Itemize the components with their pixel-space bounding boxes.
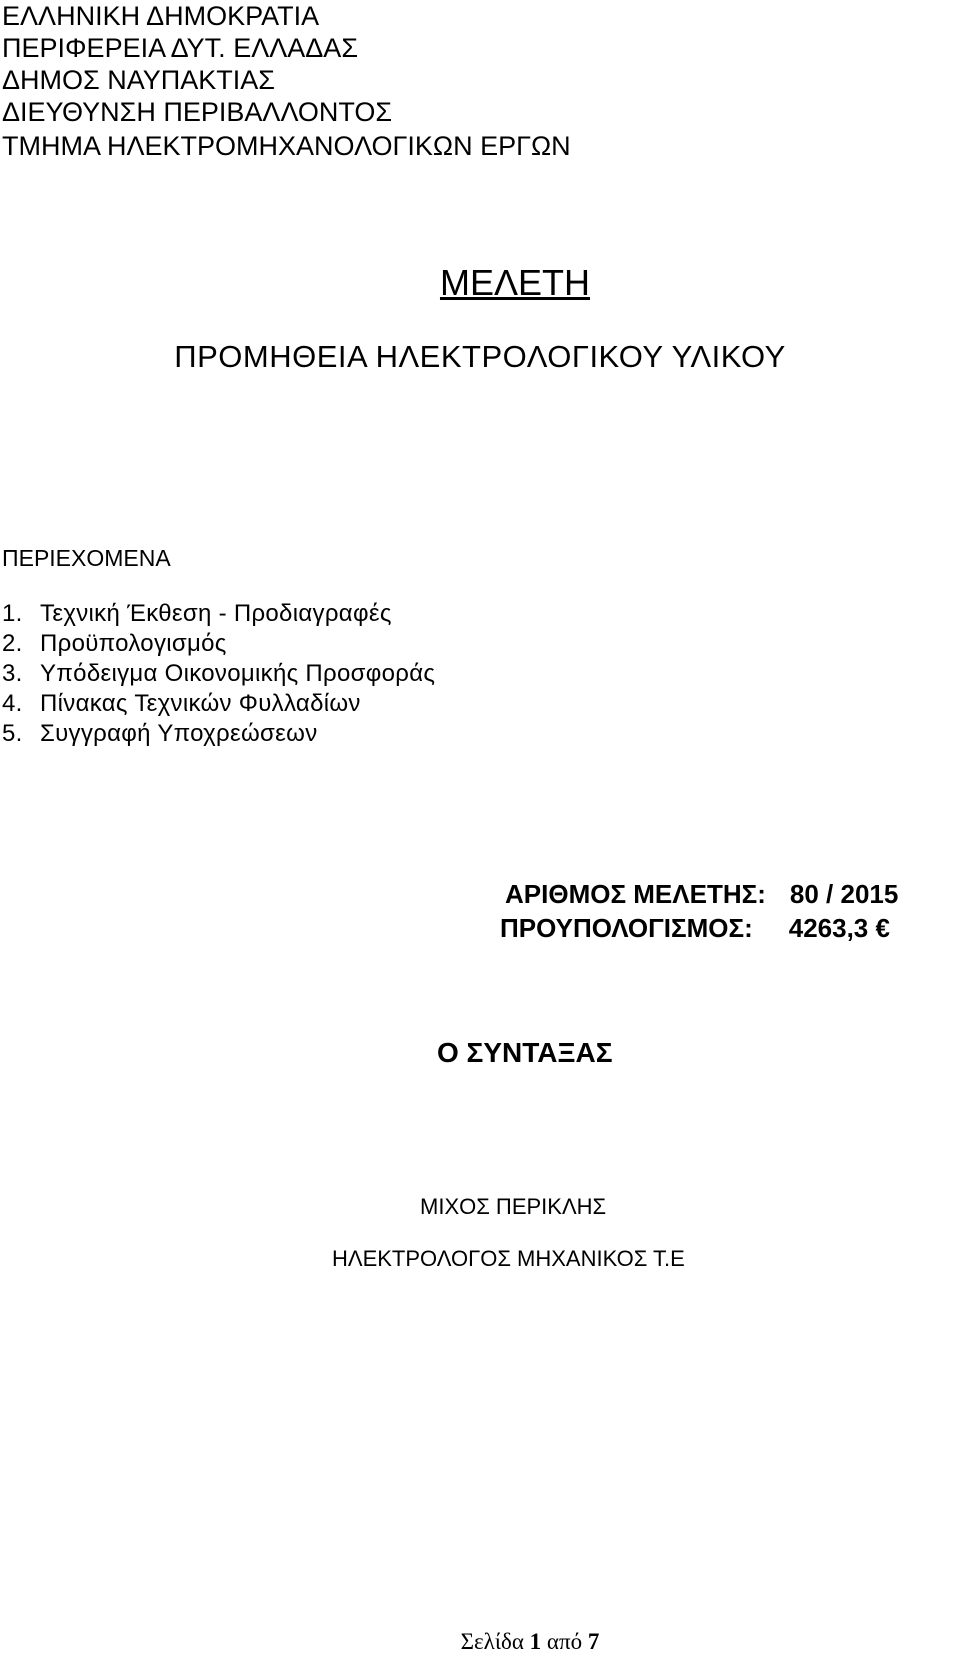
list-item-text: Τεχνική Έκθεση - Προδιαγραφές <box>40 600 392 627</box>
list-item-number: 4. <box>2 690 23 717</box>
author-name: ΜΙΧΟΣ ΠΕΡΙΚΛΗΣ <box>420 1194 607 1219</box>
list-item-text: Υπόδειγμα Οικονομικής Προσφοράς <box>40 660 436 687</box>
list-item-number: 5. <box>2 720 23 747</box>
study-number-label: ΑΡΙΘΜΟΣ ΜΕΛΕΤΗΣ: <box>505 879 766 909</box>
page-word: Σελίδα <box>460 1629 524 1654</box>
list-item <box>2 629 227 659</box>
page-total: 7 <box>587 1629 600 1654</box>
budget-row <box>500 912 890 944</box>
list-item-number: 3. <box>2 660 23 687</box>
study-number-row <box>505 878 898 910</box>
budget-label: ΠΡΟΥΠΟΛΟΓΙΣΜΟΣ: <box>500 913 753 943</box>
page-current: 1 <box>529 1629 542 1654</box>
author-heading: Ο ΣΥΝΤΑΞΑΣ <box>437 1037 613 1068</box>
list-item-text: Συγγραφή Υποχρεώσεων <box>40 720 318 747</box>
of-word: από <box>546 1629 583 1654</box>
study-title: ΠΡΟΜΗΘΕΙΑ ΗΛΕΚΤΡΟΛΟΓΙΚΟΥ ΥΛΙΚΟΥ <box>174 339 786 374</box>
list-item <box>2 719 318 749</box>
budget-value: 4263,3 € <box>788 913 890 943</box>
list-item <box>2 599 392 629</box>
list-item <box>2 689 361 719</box>
study-label: ΜΕΛΕΤΗ <box>439 262 591 303</box>
contents-title: ΠΕΡΙΕΧΟΜΕΝΑ <box>2 545 171 571</box>
header-line-region: ΠΕΡΙΦΕΡΕΙΑ ΔΥΤ. ΕΛΛΑΔΑΣ <box>2 33 359 63</box>
list-item-number: 2. <box>2 630 23 657</box>
author-profession: ΗΛΕΚΤΡΟΛΟΓΟΣ ΜΗΧΑΝΙΚΟΣ Τ.Ε <box>332 1246 685 1271</box>
page-number <box>0 1628 960 1656</box>
list-item-text: Πίνακας Τεχνικών Φυλλαδίων <box>40 690 361 717</box>
header-line-country: ΕΛΛΗΝΙΚΗ ΔΗΜΟΚΡΑΤΙΑ <box>2 1 320 31</box>
header-line-department: ΤΜΗΜΑ ΗΛΕΚΤΡΟΜΗΧΑΝΟΛΟΓΙΚΩΝ ΕΡΓΩΝ <box>2 131 571 161</box>
header-line-directorate: ΔΙΕΥΘΥΝΣΗ ΠΕΡΙΒΑΛΛΟΝΤΟΣ <box>2 97 393 127</box>
list-item-number: 1. <box>2 600 23 627</box>
study-number-value: 80 / 2015 <box>789 879 899 909</box>
list-item-text: Προϋπολογισμός <box>40 630 227 657</box>
header-line-municipality: ΔΗΜΟΣ ΝΑΥΠΑΚΤΙΑΣ <box>2 65 275 95</box>
list-item <box>2 659 435 689</box>
